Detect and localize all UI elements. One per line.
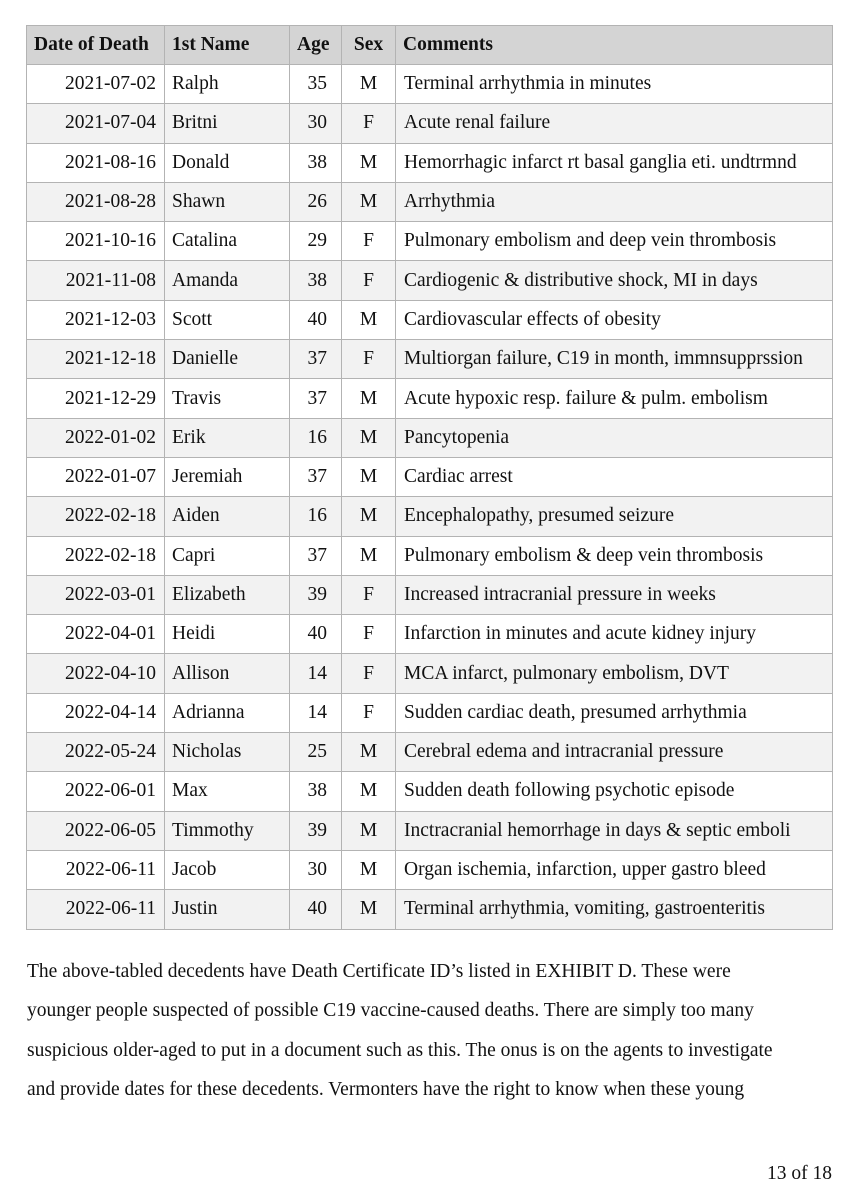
cell-comment: MCA infarct, pulmonary embolism, DVT [396,654,833,693]
paragraph-line: younger people suspected of possible C19 vaccine-caused deaths. There are simply too many [27,1000,754,1022]
cell-first-name: Catalina [165,222,290,261]
table-row [27,340,833,379]
header-comments: Comments [396,26,833,65]
cell-sex: M [342,733,396,772]
cell-sex: M [342,850,396,889]
table-header [27,26,833,65]
cell-first-name: Amanda [165,261,290,300]
cell-comment: Cardiac arrest [396,457,833,496]
cell-sex: M [342,536,396,575]
cell-date: 2022-06-05 [27,811,165,850]
header-first-name: 1st Name [165,26,290,65]
table-row [27,772,833,811]
paragraph-line: suspicious older-aged to put in a document such as this. The onus is on the agents to investigate [27,1039,773,1061]
cell-age: 38 [290,772,342,811]
table-row [27,418,833,457]
cell-age: 25 [290,733,342,772]
table-row [27,615,833,654]
cell-age: 16 [290,418,342,457]
cell-sex: M [342,182,396,221]
cell-sex: M [342,772,396,811]
cell-first-name: Travis [165,379,290,418]
cell-date: 2022-01-07 [27,457,165,496]
cell-sex: M [342,418,396,457]
cell-age: 30 [290,104,342,143]
cell-sex: F [342,615,396,654]
header-age: Age [290,26,342,65]
cell-date: 2022-06-11 [27,890,165,929]
cell-comment: Inctracranial hemorrhage in days & septic emboli [396,811,833,850]
cell-age: 37 [290,536,342,575]
cell-first-name: Heidi [165,615,290,654]
cell-comment: Pulmonary embolism and deep vein thrombosis [396,222,833,261]
cell-comment: Infarction in minutes and acute kidney injury [396,615,833,654]
cell-first-name: Aiden [165,497,290,536]
cell-age: 38 [290,261,342,300]
table-row [27,536,833,575]
table-row [27,654,833,693]
cell-sex: M [342,300,396,339]
cell-date: 2022-06-01 [27,772,165,811]
header-row [27,26,833,65]
table-row [27,379,833,418]
cell-first-name: Adrianna [165,693,290,732]
cell-age: 37 [290,457,342,496]
cell-first-name: Jeremiah [165,457,290,496]
cell-age: 40 [290,890,342,929]
header-date-of-death: Date of Death [27,26,165,65]
table-row [27,222,833,261]
table-row [27,890,833,929]
cell-date: 2022-02-18 [27,497,165,536]
cell-age: 40 [290,615,342,654]
cell-date: 2021-12-03 [27,300,165,339]
header-sex: Sex [342,26,396,65]
cell-sex: F [342,261,396,300]
cell-sex: M [342,457,396,496]
page-number: 13 of 18 [767,1163,832,1184]
cell-sex: F [342,693,396,732]
cell-sex: M [342,890,396,929]
cell-age: 16 [290,497,342,536]
cell-first-name: Danielle [165,340,290,379]
table-body [27,65,833,930]
table-row [27,143,833,182]
cell-sex: F [342,222,396,261]
paragraph-line: and provide dates for these decedents. Vermonters have the right to know when these young [27,1078,745,1100]
cell-comment: Increased intracranial pressure in weeks [396,575,833,614]
cell-first-name: Capri [165,536,290,575]
table-row [27,182,833,221]
cell-comment: Encephalopathy, presumed seizure [396,497,833,536]
cell-first-name: Erik [165,418,290,457]
cell-age: 14 [290,654,342,693]
cell-date: 2022-04-14 [27,693,165,732]
table-row [27,104,833,143]
cell-comment: Cerebral edema and intracranial pressure [396,733,833,772]
cell-comment: Pancytopenia [396,418,833,457]
cell-age: 37 [290,340,342,379]
cell-first-name: Allison [165,654,290,693]
cell-date: 2022-06-11 [27,850,165,889]
cell-comment: Sudden cardiac death, presumed arrhythmia [396,693,833,732]
cell-date: 2022-01-02 [27,418,165,457]
cell-comment: Organ ischemia, infarction, upper gastro bleed [396,850,833,889]
cell-sex: M [342,811,396,850]
table-row [27,65,833,104]
cell-first-name: Shawn [165,182,290,221]
cell-age: 29 [290,222,342,261]
cell-age: 30 [290,850,342,889]
cell-sex: F [342,340,396,379]
cell-age: 38 [290,143,342,182]
table-row [27,261,833,300]
cell-date: 2022-03-01 [27,575,165,614]
cell-age: 26 [290,182,342,221]
cell-sex: M [342,65,396,104]
cell-comment: Cardiovascular effects of obesity [396,300,833,339]
cell-sex: F [342,575,396,614]
cell-first-name: Elizabeth [165,575,290,614]
cell-age: 14 [290,693,342,732]
body-paragraph [27,952,827,1109]
cell-date: 2022-05-24 [27,733,165,772]
cell-sex: M [342,143,396,182]
table-row [27,811,833,850]
cell-date: 2021-08-16 [27,143,165,182]
cell-date: 2022-04-10 [27,654,165,693]
cell-comment: Sudden death following psychotic episode [396,772,833,811]
cell-first-name: Jacob [165,850,290,889]
table-row [27,733,833,772]
cell-date: 2021-10-16 [27,222,165,261]
cell-comment: Cardiogenic & distributive shock, MI in days [396,261,833,300]
cell-date: 2021-07-02 [27,65,165,104]
table-row [27,575,833,614]
cell-comment: Acute renal failure [396,104,833,143]
table-row [27,693,833,732]
cell-age: 35 [290,65,342,104]
table-row [27,457,833,496]
cell-comment: Arrhythmia [396,182,833,221]
cell-first-name: Scott [165,300,290,339]
table-row [27,850,833,889]
cell-sex: M [342,379,396,418]
cell-first-name: Timmothy [165,811,290,850]
cell-date: 2021-07-04 [27,104,165,143]
cell-first-name: Max [165,772,290,811]
table-row [27,497,833,536]
cell-age: 39 [290,575,342,614]
cell-age: 40 [290,300,342,339]
cell-first-name: Britni [165,104,290,143]
cell-date: 2021-11-08 [27,261,165,300]
cell-date: 2021-12-18 [27,340,165,379]
cell-sex: F [342,104,396,143]
cell-date: 2021-12-29 [27,379,165,418]
cell-comment: Multiorgan failure, C19 in month, immnsupprssion [396,340,833,379]
cell-age: 37 [290,379,342,418]
cell-age: 39 [290,811,342,850]
decedents-table [26,25,833,930]
cell-first-name: Ralph [165,65,290,104]
table-row [27,300,833,339]
cell-comment: Pulmonary embolism & deep vein thrombosis [396,536,833,575]
cell-first-name: Justin [165,890,290,929]
cell-comment: Hemorrhagic infarct rt basal ganglia eti. undtrmnd [396,143,833,182]
cell-first-name: Nicholas [165,733,290,772]
cell-comment: Terminal arrhythmia, vomiting, gastroenteritis [396,890,833,929]
cell-date: 2021-08-28 [27,182,165,221]
cell-comment: Terminal arrhythmia in minutes [396,65,833,104]
cell-sex: F [342,654,396,693]
cell-date: 2022-02-18 [27,536,165,575]
cell-sex: M [342,497,396,536]
cell-date: 2022-04-01 [27,615,165,654]
cell-comment: Acute hypoxic resp. failure & pulm. embolism [396,379,833,418]
cell-first-name: Donald [165,143,290,182]
paragraph-line: The above-tabled decedents have Death Certificate ID’s listed in EXHIBIT D. These were [27,961,731,982]
